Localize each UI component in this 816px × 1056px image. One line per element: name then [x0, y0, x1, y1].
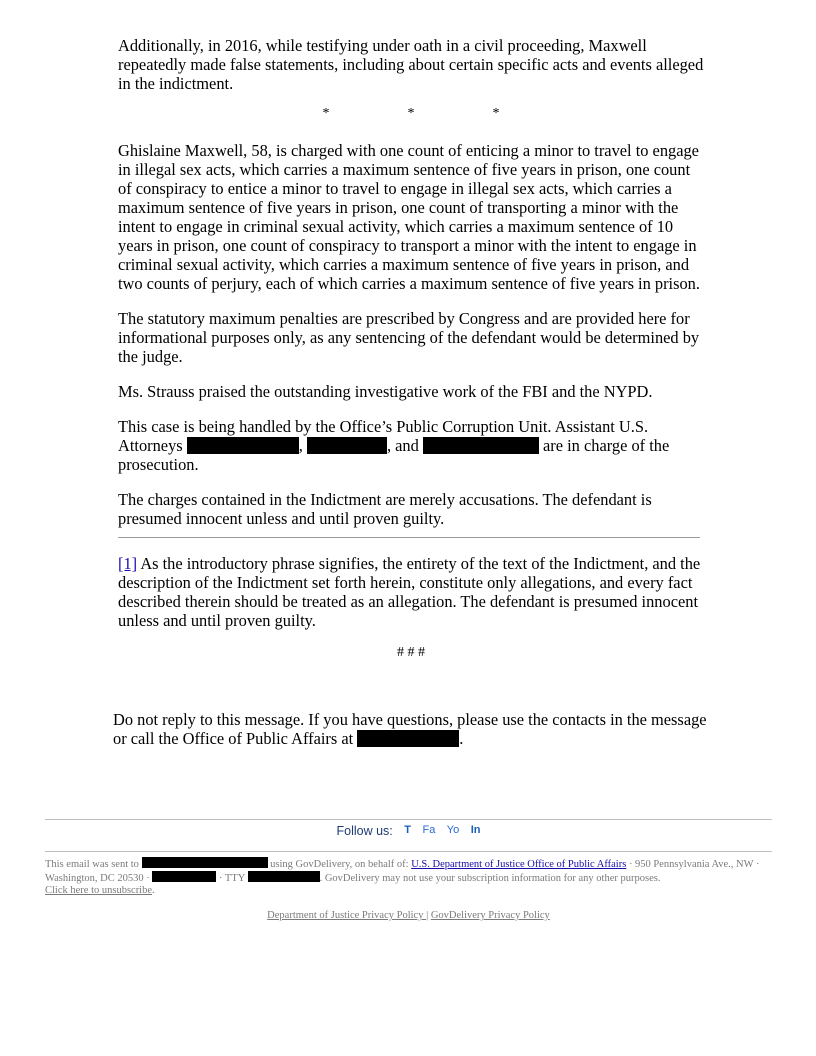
youtube-icon[interactable]: Yo [446, 824, 460, 836]
follow-us-bar [45, 824, 772, 838]
redacted-phone-2 [152, 871, 216, 882]
no-reply-disclaimer: Do not reply to this message. If you have questions, please use the contacts in the message or call the Office of Public Affairs at . [113, 710, 707, 748]
redacted-name-3 [423, 437, 539, 454]
separator-star: * [492, 106, 500, 121]
follow-us-label: Follow us: [336, 824, 393, 838]
subscription-info: This email was sent to using GovDelivery, on behalf of: U.S. Department of Justice Office of Public Affairs · 950 Pennsylvania Ave., NW · Washington, DC 20530 · · TTY . GovDelivery may not use your subscription information for any other purposes. Click here to unsubscribe. [45, 859, 760, 896]
footnote-ref-link[interactable]: [1] [118, 554, 138, 573]
praise-paragraph: Ms. Strauss praised the outstanding investigative work of the FBI and the NYPD. [118, 382, 653, 401]
redacted-name-1 [187, 437, 299, 454]
redacted-name-2 [307, 437, 387, 454]
redacted-phone [357, 730, 459, 747]
prosecution-paragraph: This case is being handled by the Office’s Public Corruption Unit. Assistant U.S. Attorneys , , and are in charge of the prosecution. [118, 417, 670, 474]
accusations-paragraph: The charges contained in the Indictment are merely accusations. The defendant is presumed innocent unless and until proven guilty. [118, 490, 652, 528]
linkedin-icon[interactable]: In [470, 824, 481, 836]
charges-paragraph: Ghislaine Maxwell, 58, is charged with one count of enticing a minor to travel to engage in illegal sex acts, which carries a maximum sentence of five years in prison, one count of conspiracy to entice a minor to travel to engage in illegal sex acts, which carries a maximum sentence of five years in prison, one count of transporting a minor with the intent to engage in criminal sexual activity, which carries a maximum sentence of 10 years in prison, one count of conspiracy to transport a minor with the intent to engage in criminal sexual activity, which carries a maximum sentence of five years in prison, and two counts of perjury, each of which carries a maximum sentence of five years in prison. [118, 141, 700, 293]
unsubscribe-link[interactable]: Click here to unsubscribe [45, 885, 153, 896]
separator-star: * [322, 106, 330, 121]
section-separator [118, 107, 704, 121]
perjury-paragraph: Additionally, in 2016, while testifying under oath in a civil proceeding, Maxwell repeatedly made false statements, including about certain specific acts and events alleged in the indictment. [118, 36, 704, 93]
facebook-icon[interactable]: Fa [422, 824, 436, 836]
doj-privacy-link[interactable]: Department of Justice Privacy Policy [267, 910, 427, 921]
penalties-paragraph: The statutory maximum penalties are prescribed by Congress and are provided here for informational purposes only, as any sentencing of the defendant would be determined by the judge. [118, 309, 700, 366]
end-mark: # # # [397, 645, 425, 660]
redacted-email [142, 857, 268, 868]
press-release-body [118, 36, 704, 660]
footnote: [1] As the introductory phrase signifies, the entirety of the text of the Indictment, and the description of the Indictment set forth herein, constitute only allegations, and every fact described therein should be treated as an allegation. The defendant is presumed innocent unless and until proven guilty. [118, 554, 701, 630]
footnote-divider [118, 537, 700, 538]
govdelivery-privacy-link[interactable]: GovDelivery Privacy Policy [430, 910, 550, 921]
redacted-tty [248, 871, 320, 882]
twitter-icon[interactable]: T [404, 824, 411, 836]
privacy-policies: Department of Justice Privacy Policy | GovDelivery Privacy Policy [267, 910, 550, 921]
doj-opa-link[interactable]: U.S. Department of Justice Office of Public Affairs [411, 859, 627, 870]
separator-star: * [407, 106, 415, 121]
footer-divider-bottom [45, 851, 772, 852]
footer-divider-top [45, 819, 772, 820]
